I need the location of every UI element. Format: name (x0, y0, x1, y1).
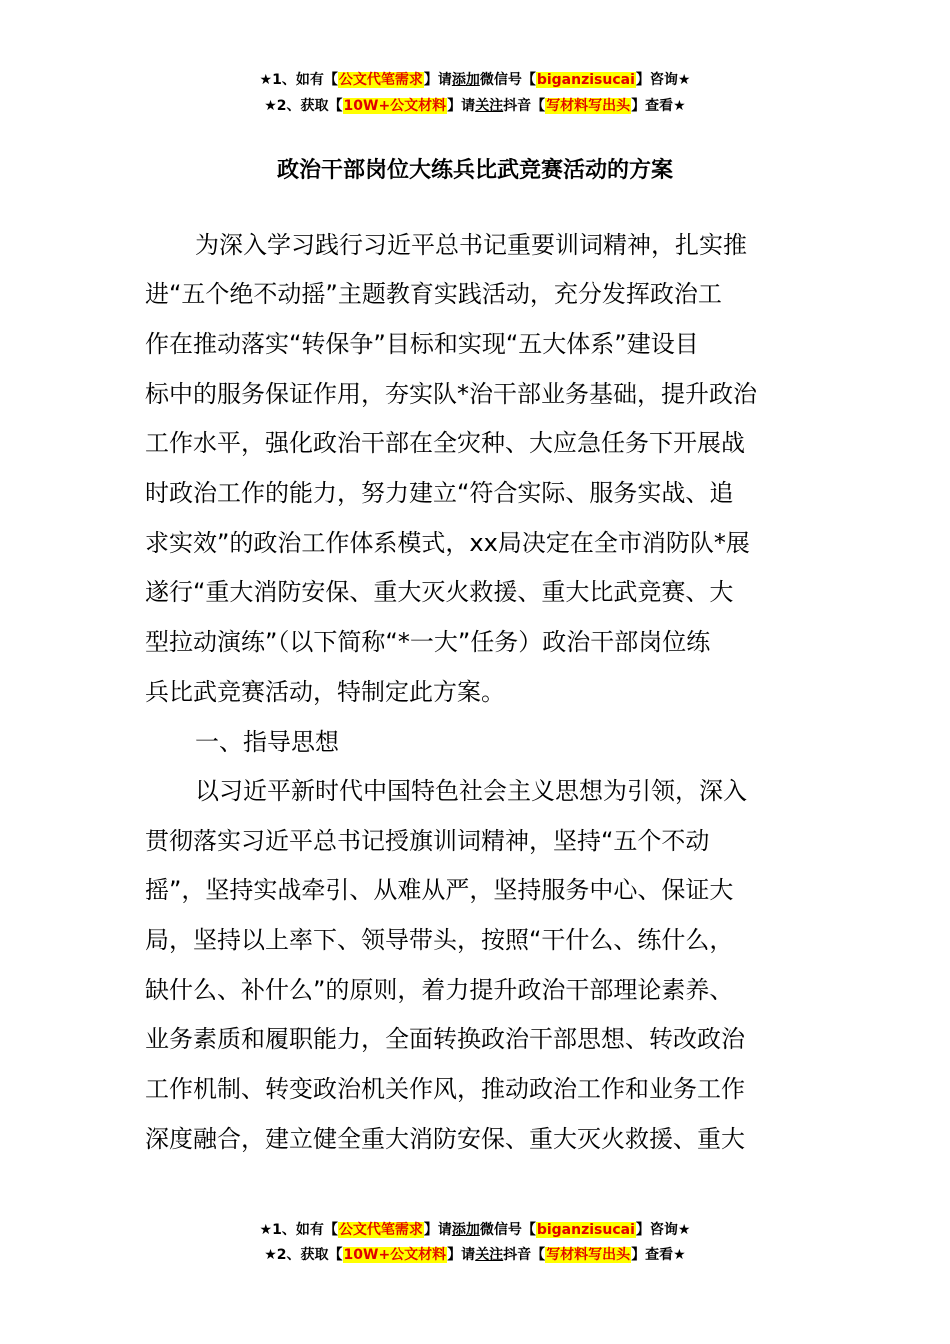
ad-highlight: 10W+公文材料 (343, 98, 447, 114)
ad-underlined: 添加 (451, 72, 480, 88)
ad-underlined: 关注 (475, 98, 504, 114)
body-line: 深度融合，建立健全重大消防安保、重大灭火救援、重大 (145, 1125, 745, 1153)
body-line: 业务素质和履职能力，全面转换政治干部思想、转改政治 (145, 1025, 745, 1053)
section-heading: 一、指导思想 (195, 728, 339, 756)
body-line: 摇”，坚持实战牵引、从难从严，坚持服务中心、保证大 (145, 876, 734, 904)
ad-text: 抖音【 (503, 1247, 546, 1263)
ad-text: 微信号【 (479, 72, 536, 88)
ad-highlight: 公文代笔需求 (338, 1222, 423, 1238)
ad-text: 】咨询★ (635, 1222, 691, 1238)
body-line: 工作机制、转变政治机关作风，推动政治工作和业务工作 (145, 1075, 745, 1103)
ad-highlight: biganzisucai (536, 1222, 635, 1238)
header-ad-line-2 (0, 96, 950, 116)
ad-highlight: biganzisucai (536, 72, 635, 88)
ad-highlight: 公文代笔需求 (338, 72, 423, 88)
footer-ad-line-2 (0, 1245, 950, 1265)
ad-text: ★2、获取【 (264, 98, 343, 114)
ad-highlight: 写材料写出头 (546, 1247, 631, 1263)
body-line: 时政治工作的能力，努力建立“符合实际、服务实战、追 (145, 479, 734, 507)
body-line: 以习近平新时代中国特色社会主义思想为引领，深入 (195, 777, 747, 805)
body-line: 作在推动落实“转保争”目标和实现“五大体系”建设目 (145, 330, 699, 358)
ad-text: 抖音【 (503, 98, 546, 114)
body-line: 标中的服务保证作用，夯实队*治干部业务基础，提升政治 (145, 380, 757, 408)
ad-text: 】查看★ (631, 98, 686, 114)
ad-highlight: 写材料写出头 (546, 98, 631, 114)
ad-text: 微信号【 (479, 1222, 536, 1238)
body-line: 贯彻落实习近平总书记授旗训词精神，坚持“五个不动 (145, 827, 710, 855)
body-line: 工作水平，强化政治干部在全灾种、大应急任务下开展战 (145, 429, 745, 457)
ad-underlined: 关注 (475, 1247, 504, 1263)
ad-text: 】请 (447, 1247, 476, 1263)
ad-text: 】查看★ (631, 1247, 686, 1263)
ad-text: ★1、如有【 (259, 1222, 338, 1238)
body-line: 进“五个绝不动摇”主题教育实践活动，充分发挥政治工 (145, 280, 722, 308)
body-line: 型拉动演练”（以下简称“*一大”任务）政治干部岗位练 (145, 628, 711, 656)
ad-text: 】请 (447, 98, 476, 114)
body-line: 求实效”的政治工作体系模式，xx局决定在全市消防队*展 (145, 529, 750, 557)
ad-text: 】请 (423, 72, 452, 88)
footer-ad-line-1 (0, 1220, 950, 1240)
ad-text: ★1、如有【 (259, 72, 338, 88)
ad-text: 】咨询★ (635, 72, 691, 88)
body-line: 为深入学习践行习近平总书记重要训词精神，扎实推 (195, 231, 747, 259)
body-line: 局，坚持以上率下、领导带头，按照“干什么、练什么， (145, 926, 734, 954)
body-line: 遂行“重大消防安保、重大灭火救援、重大比武竞赛、大 (145, 578, 734, 606)
body-line: 兵比武竞赛活动，特制定此方案。 (145, 678, 505, 706)
body-line: 缺什么、补什么”的原则，着力提升政治干部理论素养、 (145, 976, 734, 1004)
ad-underlined: 添加 (451, 1222, 480, 1238)
ad-text: 】请 (423, 1222, 452, 1238)
document-title: 政治干部岗位大练兵比武竞赛活动的方案 (276, 158, 673, 183)
header-ad-line-1 (0, 70, 950, 90)
ad-text: ★2、获取【 (264, 1247, 343, 1263)
ad-highlight: 10W+公文材料 (343, 1247, 447, 1263)
